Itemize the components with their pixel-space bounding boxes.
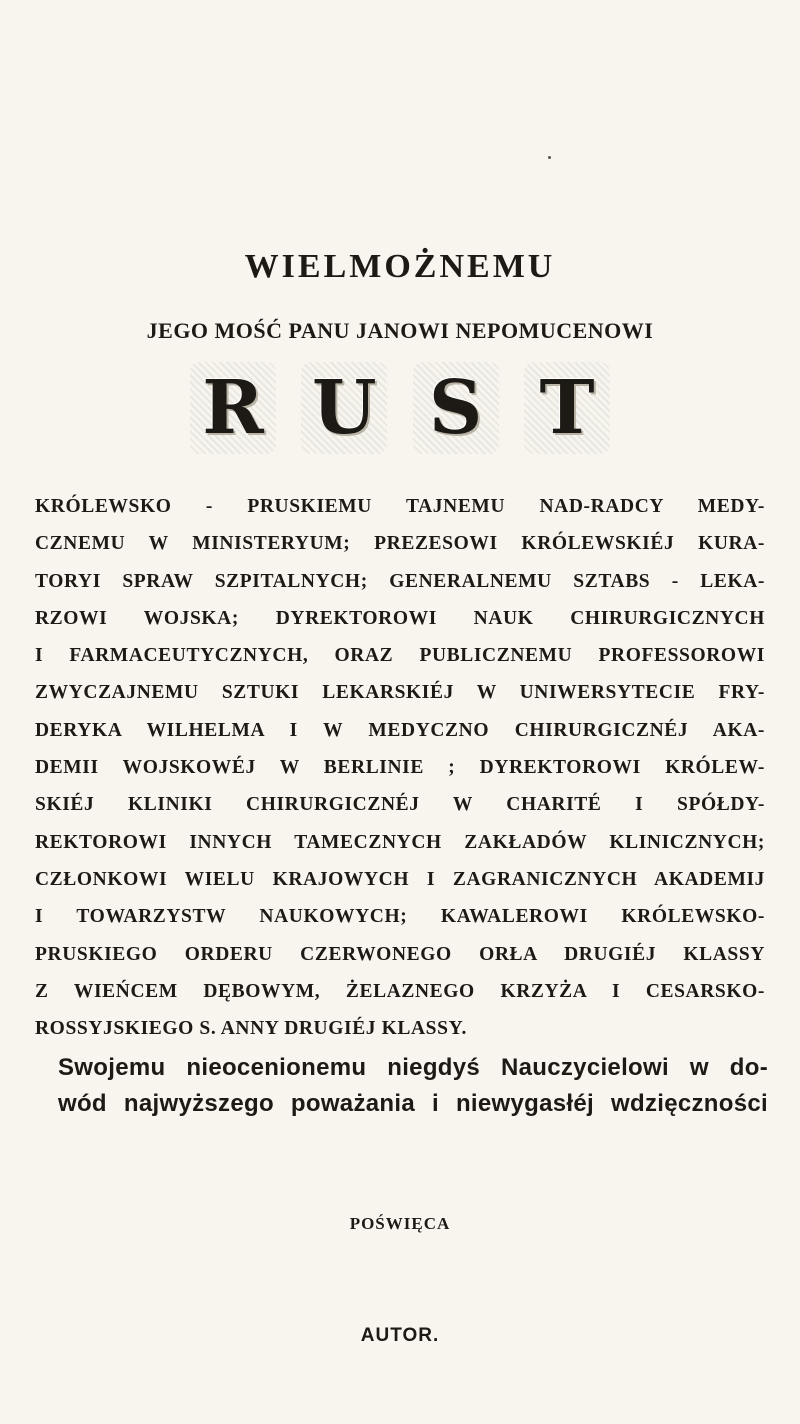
paragraph-line: TORYI SPRAW SZPITALNYCH; GENERALNEMU SZTABS - LEKA- (35, 570, 765, 592)
paragraph-line: PRUSKIEGO ORDERU CZERWONEGO ORŁA DRUGIÉJ KLASSY (35, 943, 765, 965)
ink-speck (548, 156, 551, 159)
paragraph-line: ZWYCZAJNEMU SZTUKI LEKARSKIÉJ W UNIWERSYTECIE FRY- (35, 682, 765, 704)
author-signature: AUTOR. (360, 1325, 440, 1346)
paragraph-line: REKTOROWI INNYCH TAMECZNYCH ZAKŁADÓW KLINICZNYCH; (35, 831, 765, 853)
ornate-letter: S (413, 362, 499, 454)
paragraph-line: CZNEMU W MINISTERYUM; PREZESOWI KRÓLEWSKIÉJ KURA- (35, 533, 765, 555)
page-title: WIELMOŻNEMU (244, 248, 556, 285)
paragraph-line: I FARMACEUTYCZNYCH, ORAZ PUBLICZNEMU PROFESSOROWI (35, 645, 765, 667)
paragraph-line: KRÓLEWSKO - PRUSKIEMU TAJNEMU NAD-RADCY MEDY- (35, 496, 765, 517)
paragraph-line: CZŁONKOWI WIELU KRAJOWYCH I ZAGRANICZNYCH AKADEMIJ (35, 868, 765, 890)
paragraph-line: Z WIEŃCEM DĘBOWYM, ŻELAZNEGO KRZYŻA I CESARSKO- (35, 980, 765, 1002)
paragraph-line: DERYKA WILHELMA I W MEDYCZNO CHIRURGICZNÉJ AKA- (35, 719, 765, 741)
paragraph-line: I TOWARZYSTW NAUKOWYCH; KAWALEROWI KRÓLEWSKO- (35, 906, 765, 928)
dedicates-label: POŚWIĘCA (349, 1214, 451, 1233)
ornate-letter: U (301, 362, 387, 454)
paragraph-line: RZOWI WOJSKA; DYREKTOROWI NAUK CHIRURGICZNYCH (35, 607, 765, 629)
dedication-line: Swojemu nieocenionemu niegdyś Nauczycielowi w do- (58, 1054, 768, 1081)
dedication-paragraph (58, 1050, 768, 1122)
paragraph-line: DEMII WOJSKOWÉJ W BERLINIE ; DYREKTOROWI KRÓLEW- (35, 757, 765, 779)
titles-paragraph (35, 488, 765, 1047)
paragraph-line: ROSSYJSKIEGO S. ANNY DRUGIÉJ KLASSY. (35, 1018, 467, 1040)
ornate-letter: T (524, 362, 610, 454)
dedication-line: wód najwyższego poważania i niewygasłéj wdzięczności (58, 1090, 768, 1117)
paragraph-line: SKIÉJ KLINIKI CHIRURGICZNÉJ W CHARITÉ I SPÓŁDY- (35, 794, 765, 816)
page-subtitle: JEGO MOŚĆ PANU JANOWI NEPOMUCENOWI (146, 318, 654, 343)
ornate-name-block (190, 358, 610, 458)
ornate-letter: R (190, 362, 276, 454)
